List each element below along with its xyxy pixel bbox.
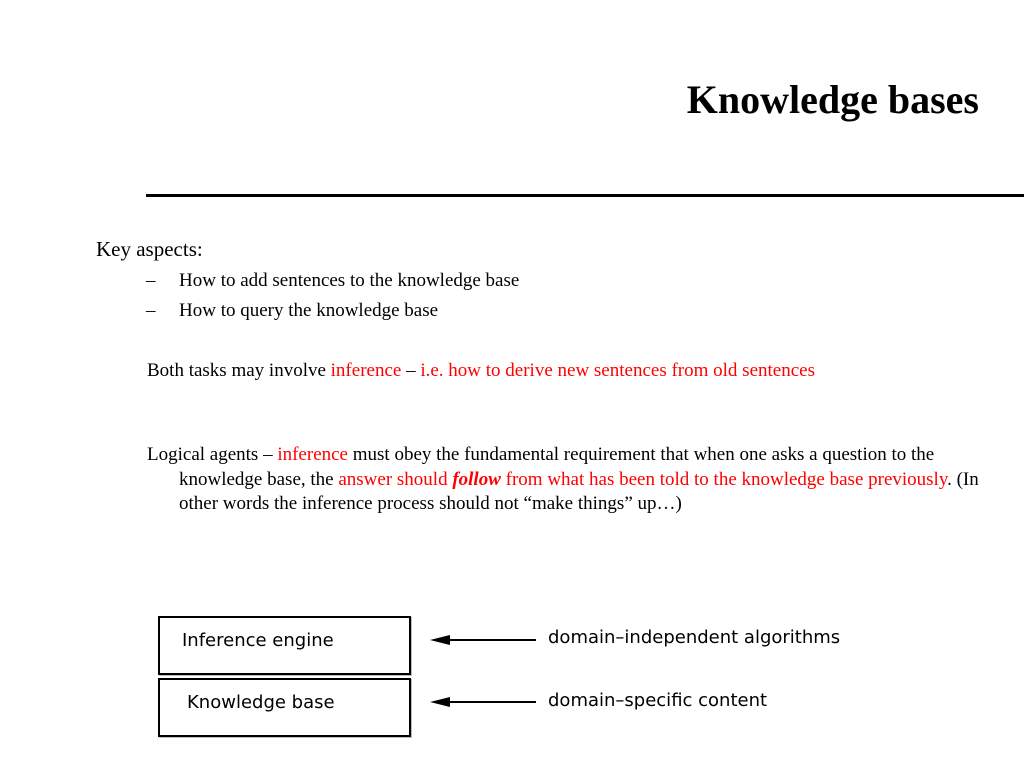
- box-label: Knowledge base: [187, 692, 335, 713]
- paragraph-logical-agents: [147, 443, 984, 517]
- para-highlight: from what has been told to the knowledge base previously: [500, 468, 948, 490]
- sub-item-text: How to query the knowledge base: [179, 300, 439, 321]
- sub-item-add-sentences: [146, 269, 519, 293]
- para-text: Logical agents –: [147, 444, 278, 465]
- arrow-left-icon: [430, 634, 536, 646]
- domain-specific-label: domain–specific content: [548, 690, 768, 711]
- para-text: must obey the fundamental requirement that when one asks a question to the knowledge base, the: [179, 444, 935, 490]
- key-aspects-heading: Key aspects:: [96, 237, 203, 261]
- para-text: . (In other words the inference process should not “make things” up…): [179, 468, 979, 514]
- box-label: Inference engine: [182, 630, 334, 651]
- sub-item-query: [146, 299, 438, 323]
- para-highlight: answer should: [338, 468, 453, 490]
- dash-bullet: –: [146, 300, 156, 321]
- paragraph-inference: [147, 359, 914, 384]
- slide-title: Knowledge bases: [686, 77, 979, 122]
- knowledge-base-box: [158, 678, 411, 737]
- para-highlight: inference: [277, 444, 348, 465]
- sub-item-text: How to add sentences to the knowledge base: [179, 270, 520, 291]
- domain-independent-label: domain–independent algorithms: [548, 627, 841, 648]
- para-text: –: [401, 360, 421, 381]
- title-divider: [146, 194, 1024, 197]
- para-highlight: inference: [330, 360, 402, 381]
- inference-engine-box: [158, 616, 411, 675]
- para-emphasis: follow: [452, 468, 501, 490]
- arrow-left-icon: [430, 696, 536, 708]
- dash-bullet: –: [146, 270, 156, 291]
- para-text: Both tasks may involve: [147, 360, 331, 381]
- para-highlight: i.e. how to derive new sentences from old sentences: [420, 360, 815, 381]
